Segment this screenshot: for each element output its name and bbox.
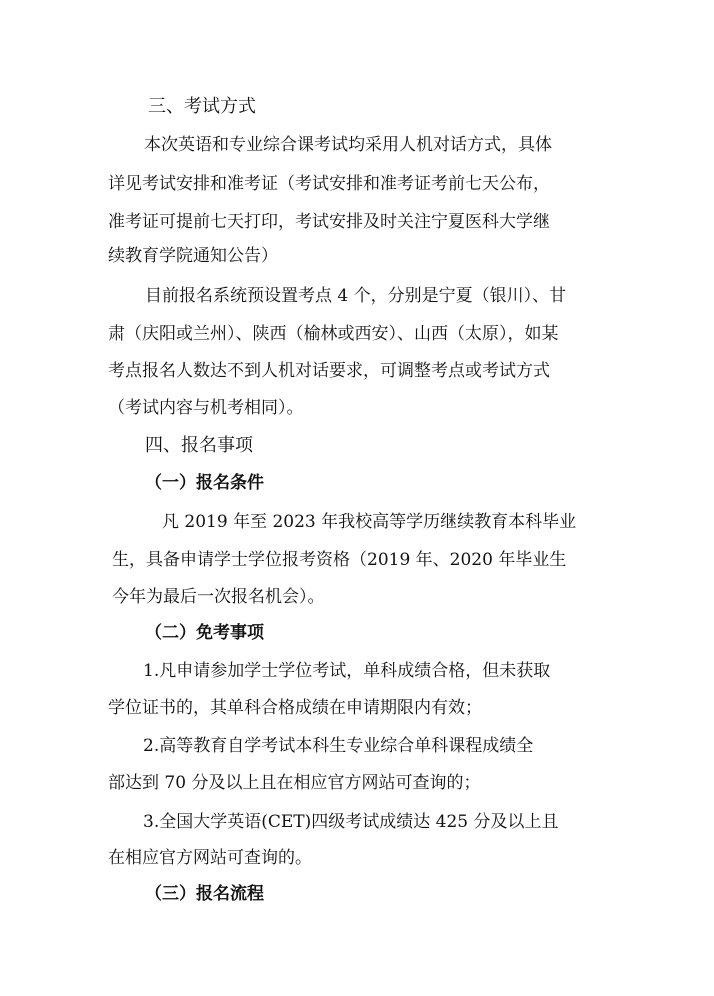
paragraph-line: 准考证可提前七天打印，考试安排及时关注宁夏医科大学继 xyxy=(108,212,550,232)
paragraph-line: 详见考试安排和准考证（考试安排和准考证考前七天公布， xyxy=(108,174,550,194)
paragraph-line: 生，具备申请学士学位报考资格（2019 年、2020 年毕业生 xyxy=(112,550,567,570)
subsection-title-eligibility: （一）报名条件 xyxy=(145,473,264,493)
paragraph-line: 凡 2019 年至 2023 年我校高等学历继续教育本科毕业 xyxy=(162,512,577,532)
section-heading-exam-method: 三、考试方式 xyxy=(148,96,256,117)
list-item-line: 3.全国大学英语(CET)四级考试成绩达 425 分及以上且 xyxy=(143,812,559,832)
subsection-title-process: （三）报名流程 xyxy=(145,884,264,904)
paragraph-line: 目前报名系统预设置考点 4 个，分别是宁夏（银川）、甘 xyxy=(145,286,567,306)
list-item-line: 2.高等教育自学考试本科生专业综合单科课程成绩全 xyxy=(143,736,534,756)
paragraph-line: （考试内容与机考相同）。 xyxy=(108,398,304,418)
section-heading-registration: 四、报名事项 xyxy=(145,435,253,456)
paragraph-line: 今年为最后一次报名机会）。 xyxy=(112,587,325,607)
list-item-line: 部达到 70 分及以上且在相应官方网站可查询的； xyxy=(108,773,481,793)
paragraph-line: 本次英语和专业综合课考试均采用人机对话方式，具体 xyxy=(144,135,552,155)
list-item-line: 在相应官方网站可查询的。 xyxy=(108,848,312,868)
subsection-title-exemptions: （二）免考事项 xyxy=(145,623,264,643)
list-item-line: 学位证书的，其单科合格成绩在申请期限内有效； xyxy=(108,698,482,718)
paragraph-line: 续教育学院通知公告） xyxy=(108,246,278,266)
paragraph-line: 肃（庆阳或兰州）、陕西（榆林或西安）、山西（太原），如某 xyxy=(108,324,559,344)
paragraph-line: 考点报名人数达不到人机对话要求，可调整考点或考试方式 xyxy=(108,361,550,381)
list-item-line: 1.凡申请参加学士学位考试，单科成绩合格，但未获取 xyxy=(143,661,551,681)
